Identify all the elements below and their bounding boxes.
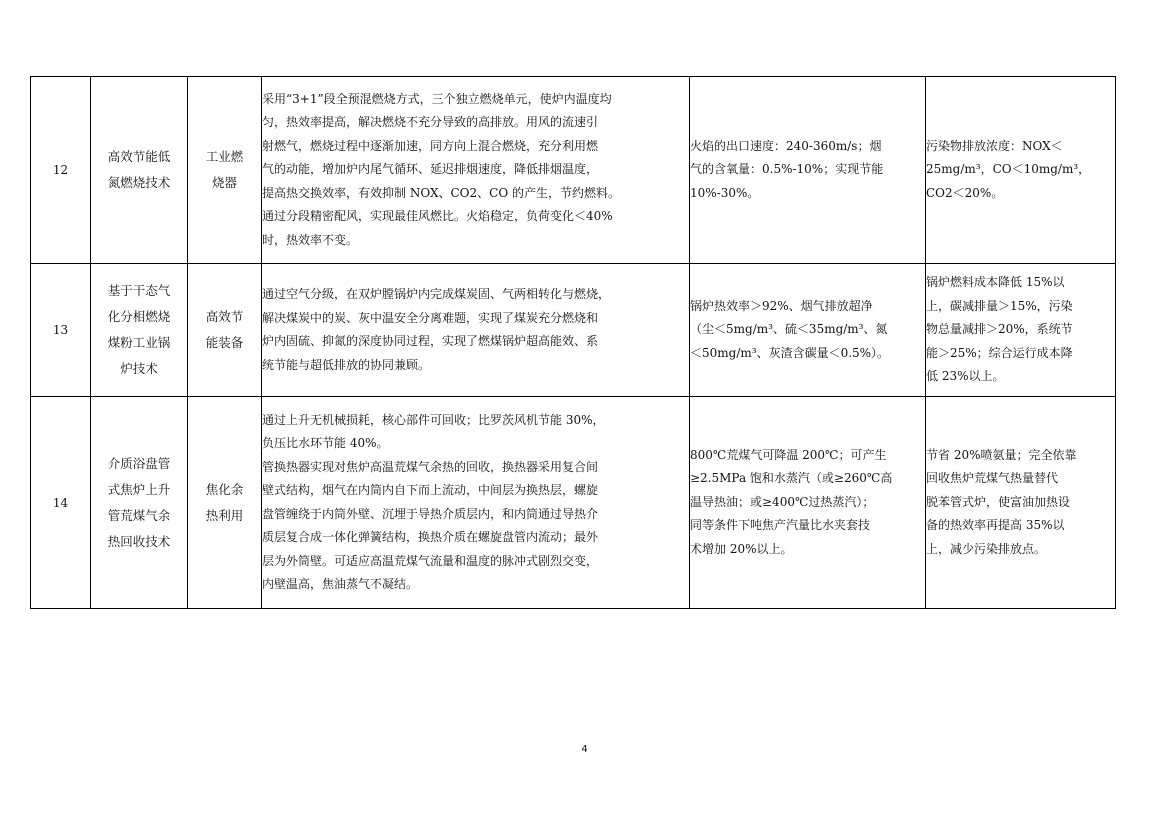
table-row xyxy=(31,77,1116,264)
technology-category: 高效节 能装备 xyxy=(188,264,262,397)
technology-category: 工业燃 烧器 xyxy=(188,77,262,264)
effect-indicators: 节省 20%喷氨量；完全依靠 回收焦炉荒煤气热量替代 脱苯管式炉，使富油加热设 备的热效率再提高 35%以 上，减少污染排放点。 xyxy=(926,397,1116,609)
technical-indicators: 800℃荒煤气可降温 200℃；可产生 ≥2.5MPa 饱和水蒸汽（或≥260℃高 温导热油；或≥400℃过热蒸汽）； 同等条件下吨焦产汽量比水夹套技 术增加 20%以上。 xyxy=(690,397,926,609)
technology-description: 采用“3+1”段全预混燃烧方式，三个独立燃烧单元，使炉内温度均 匀，热效率提高，解决燃烧不充分导致的高排放。用风的流速引 射燃气，燃烧过程中逐渐加速，同方向上混合燃烧，充分利用燃 气的动能，增加炉内尾气循环、延迟排烟速度，降低排烟温度， 提高热交换效率，有效抑制 NOX、CO2、CO 的产生，节约燃料。 通过分段精密配风，实现最佳风燃比。火焰稳定，负荷变化＜40% 时，热效率不变。 xyxy=(262,77,690,264)
technical-indicators: 锅炉热效率＞92%、烟气排放超净 （尘＜5mg/m³、硫＜35mg/m³、氮 ＜50mg/m³、灰渣含碳量＜0.5%）。 xyxy=(690,264,926,397)
technology-table xyxy=(30,76,1116,609)
row-number: 12 xyxy=(31,77,91,264)
technology-description: 通过空气分级，在双炉膛锅炉内完成煤炭固、气两相转化与燃烧， 解决煤炭中的炭、灰中温安全分离难题，实现了煤炭充分燃烧和 炉内固硫、抑氮的深度协同过程，实现了燃煤锅炉超高能效、系 统节能与超低排放的协同兼顾。 xyxy=(262,264,690,397)
page-number: 4 xyxy=(581,744,588,755)
technology-category: 焦化余 热利用 xyxy=(188,397,262,609)
table-row xyxy=(31,264,1116,397)
technology-name: 基于干态气 化分相燃烧 煤粉工业锅 炉技术 xyxy=(91,264,188,397)
technology-description: 通过上升无机械损耗，核心部件可回收；比罗茨风机节能 30%， 负压比水环节能 40%。 管换热器实现对焦炉高温荒煤气余热的回收，换热器采用复合间 壁式结构，烟气在内筒内自下而上流动，中间层为换热层，螺旋 盘管缠绕于内筒外壁、沉埋于导热介质层内，和内筒通过导热介 质层复合成一体化弹簧结构，换热介质在螺旋盘管内流动；最外 层为外筒壁。可适应高温荒煤气流量和温度的脉冲式剧烈交变， 内壁温高，焦油蒸气不凝结。 xyxy=(262,397,690,609)
technical-indicators: 火焰的出口速度：240-360m/s；烟 气的含氧量：0.5%-10%；实现节能 10%-30%。 xyxy=(690,77,926,264)
row-number: 14 xyxy=(31,397,91,609)
row-number: 13 xyxy=(31,264,91,397)
effect-indicators: 污染物排放浓度：NOX＜ 25mg/m³，CO＜10mg/m³， CO2＜20%。 xyxy=(926,77,1116,264)
effect-indicators: 锅炉燃料成本降低 15%以 上，碳减排量＞15%，污染 物总量减排＞20%，系统节 能＞25%；综合运行成本降 低 23%以上。 xyxy=(926,264,1116,397)
technology-name: 高效节能低 氮燃烧技术 xyxy=(91,77,188,264)
technology-name: 介质浴盘管 式焦炉上升 管荒煤气余 热回收技术 xyxy=(91,397,188,609)
table-row xyxy=(31,397,1116,609)
